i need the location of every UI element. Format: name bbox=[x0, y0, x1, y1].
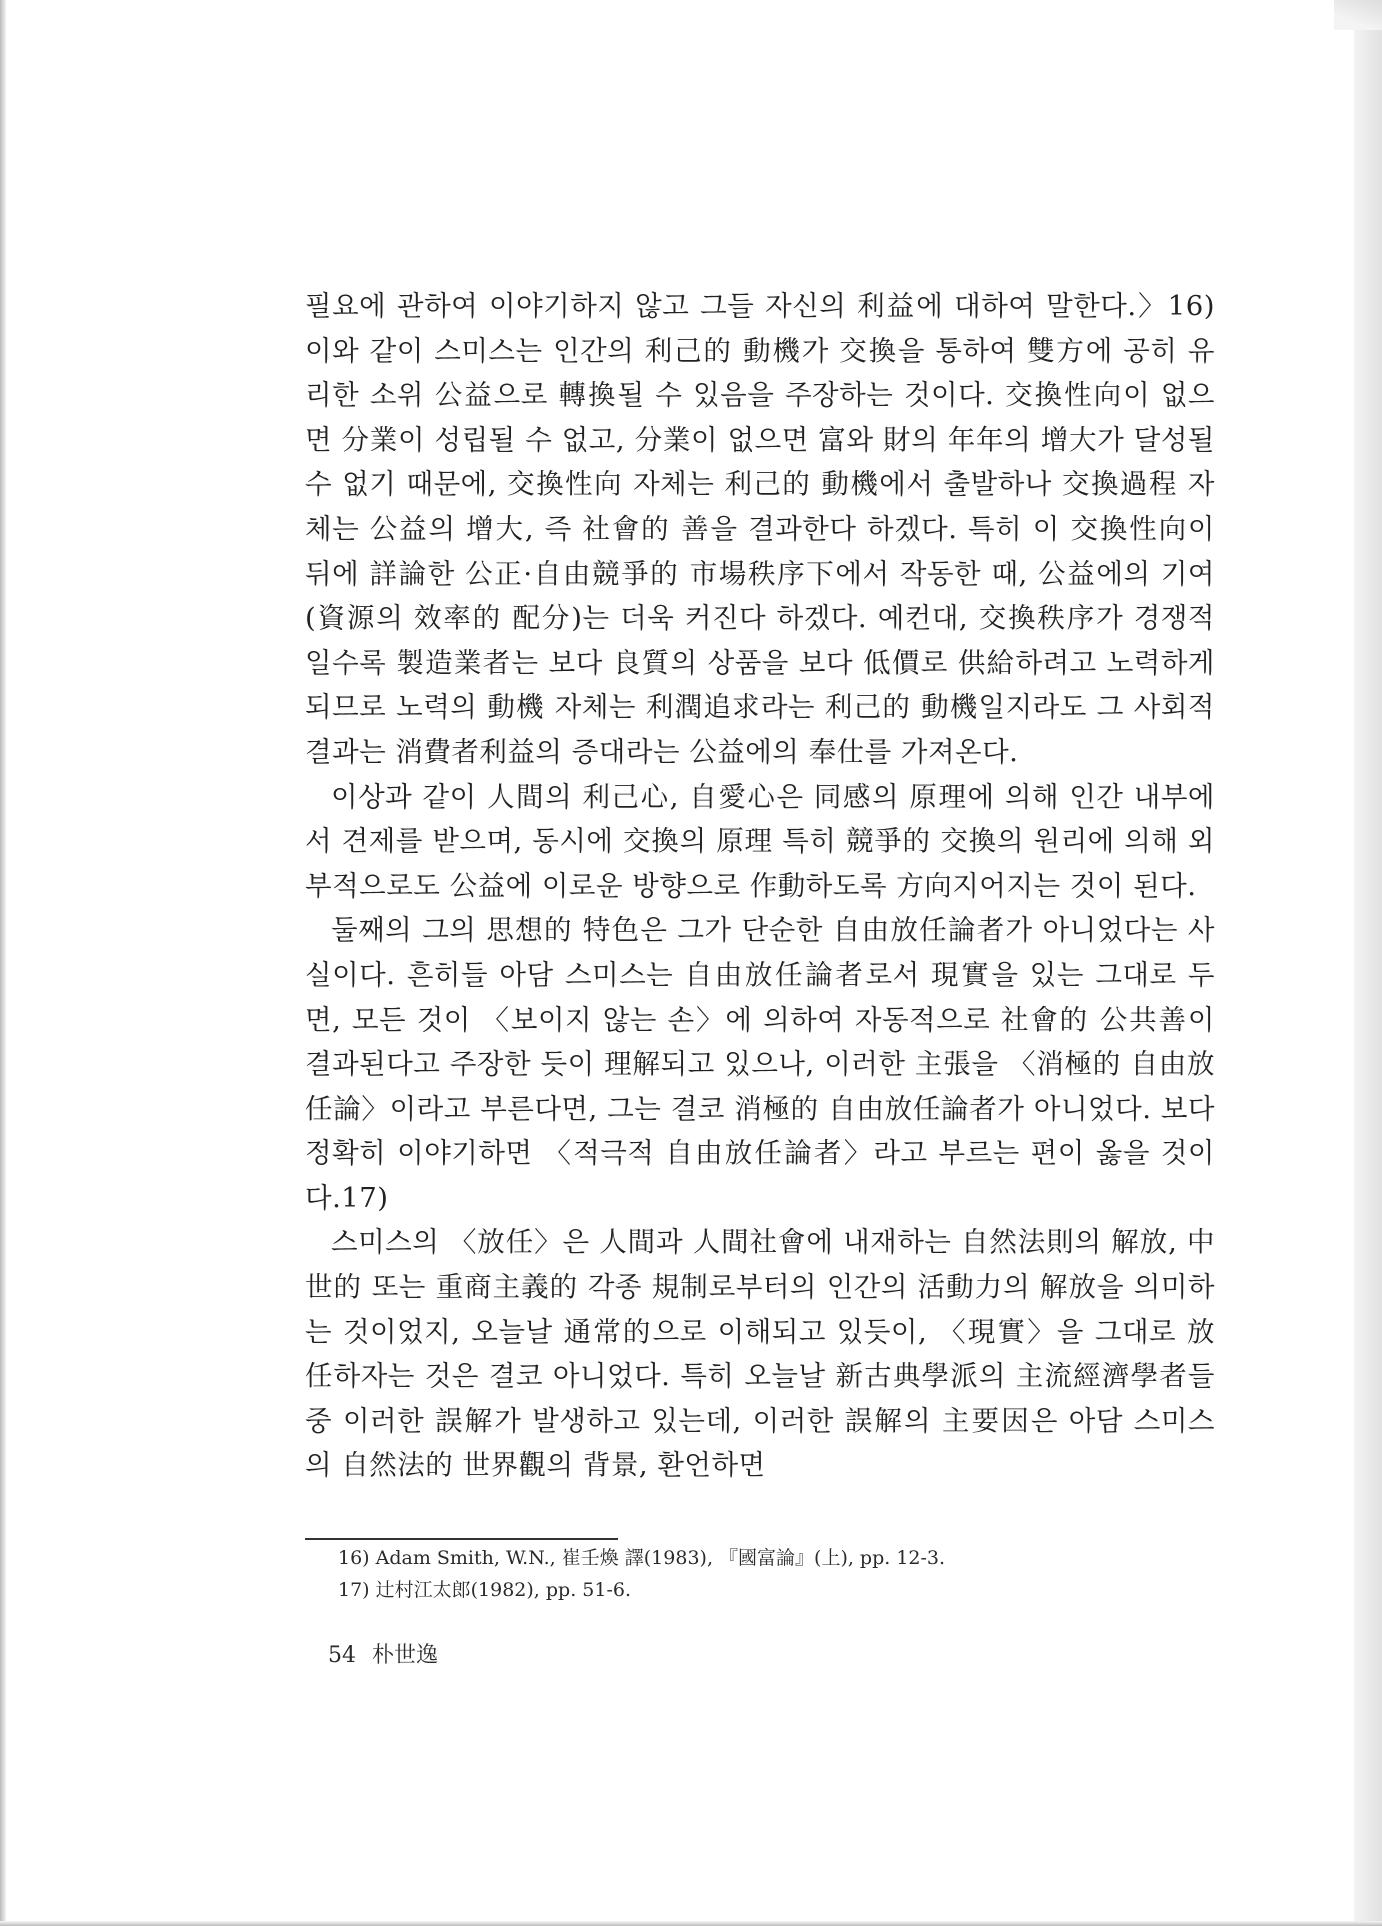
body-text bbox=[305, 284, 1215, 1488]
paragraph: 이상과 같이 人間의 利己心, 自愛心은 同感의 原理에 의해 인간 내부에서 견제를 받으며, 동시에 交換의 原理 특히 競爭的 交換의 원리에 의해 외부적으로도 公益에 이로운 방향으로 作動하도록 方向지어지는 것이 된다. bbox=[305, 780, 1215, 902]
page-corner-curl bbox=[1334, 0, 1382, 30]
running-author: 朴世逸 bbox=[372, 1643, 439, 1668]
page-bottom-shadow bbox=[0, 1921, 1382, 1926]
footnotes bbox=[338, 1542, 1218, 1606]
page-number: 54 bbox=[328, 1643, 356, 1668]
page-left-shadow bbox=[0, 0, 6, 1926]
footnote: 17) 辻村江太郎(1982), pp. 51-6. bbox=[338, 1579, 632, 1601]
paragraph: 둘째의 그의 思想的 特色은 그가 단순한 自由放任論者가 아니었다는 사실이다. 흔히들 아담 스미스는 自由放任論者로서 現實을 있는 그대로 두면, 모든 것이 〈보이지 않는 손〉에 의하여 자동적으로 社會的 公共善이 결과된다고 주장한 듯이 理解되고 있으나, 이러한 主張을 〈消極的 自由放任論〉이라고 부른다면, 그는 결코 消極的 自由放任論者가 아니었다. 보다 정확히 이야기하면 〈적극적 自由放任論者〉라고 부르는 편이 옳을 것이다.17) bbox=[305, 914, 1215, 1214]
page-right-edge bbox=[1354, 0, 1382, 1926]
footnote-divider bbox=[305, 1538, 618, 1540]
footnote: 16) Adam Smith, W.N., 崔壬煥 譯(1983), 『國富論』(上), pp. 12-3. bbox=[338, 1547, 946, 1569]
page-footer bbox=[328, 1638, 454, 1669]
paragraph: 필요에 관하여 이야기하지 않고 그들 자신의 利益에 대하여 말한다.〉16) 이와 같이 스미스는 인간의 利己的 動機가 交換을 통하여 雙方에 공히 유리한 소위 公益으로 轉換될 수 있음을 주장하는 것이다. 交換性向이 없으면 分業이 성립될 수 없고, 分業이 없으면 富와 財의 年年의 增大가 달성될 수 없기 때문에, 交換性向 자체는 利己的 動機에서 출발하나 交換過程 자체는 公益의 增大, 즉 社會的 善을 결과한다 하겠다. 특히 이 交換性向이 뒤에 詳論한 公正·自由競爭的 市場秩序下에서 작동한 때, 公益에의 기여(資源의 效率的 配分)는 더욱 커진다 하겠다. 예컨대, 交換秩序가 경쟁적일수록 製造業者는 보다 良質의 상품을 보다 低價로 供給하려고 노력하게 되므로 노력의 動機 자체는 利潤追求라는 利己的 動機일지라도 그 사회적 결과는 消費者利益의 증대라는 公益에의 奉仕를 가져온다. bbox=[305, 290, 1215, 768]
paragraph: 스미스의 〈放任〉은 人間과 人間社會에 내재하는 自然法則의 解放, 中世的 또는 重商主義的 각종 規制로부터의 인간의 活動力의 解放을 의미하는 것이었지, 오늘날 通常的으로 이해되고 있듯이, 〈現實〉을 그대로 放任하자는 것은 결코 아니었다. 특히 오늘날 新古典學派의 主流經濟學者들 중 이러한 誤解가 발생하고 있는데, 이러한 誤解의 主要因은 아담 스미스의 自然法的 世界觀의 背景, 환언하면 bbox=[305, 1226, 1215, 1482]
